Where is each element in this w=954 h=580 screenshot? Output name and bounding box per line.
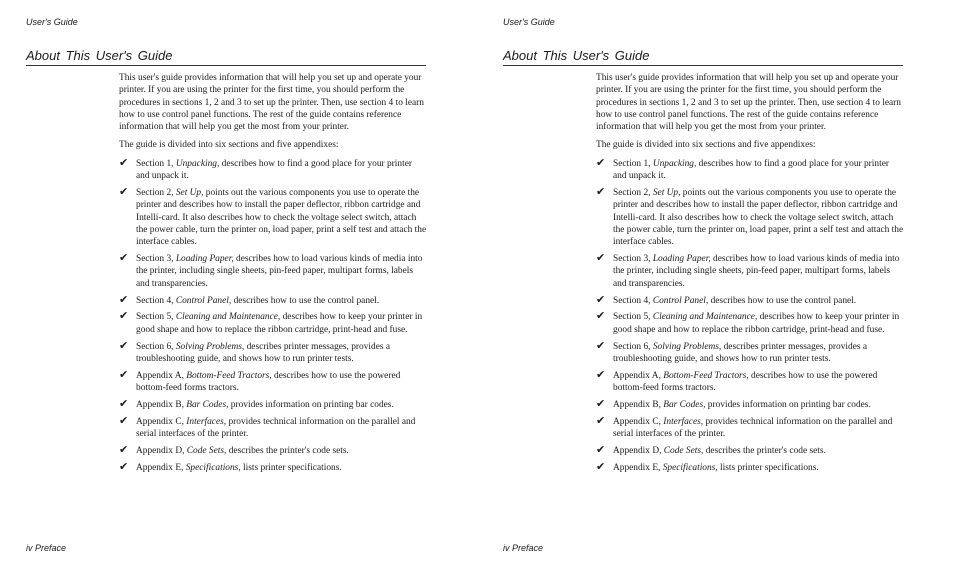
section-title: About This User's Guide bbox=[26, 48, 426, 66]
list-item bbox=[119, 445, 427, 457]
item-prefix: Section 5, bbox=[136, 312, 176, 323]
checkmark-icon: ✔ bbox=[119, 184, 129, 198]
item-name: Interfaces, bbox=[186, 416, 227, 427]
intro-paragraph: This user's guide provides information that will help you set up and operate your printer. If you are using the printer for the first time, you should perform the procedures in sections 1, 2 and 3 to set up the printer. Then, use section 4 to learn how to use control panel functions. The rest of the guide contains reference information that will help you get the most from your printer. bbox=[119, 73, 424, 133]
item-desc: points out the various components you use to operate the printer and describes how to install the paper deflector, ribbon cartridge and Intelli-card. It also describes how to check the voltage select switch, attach the power cable, turn the printer on, load paper, print a self test and attach the interface cables. bbox=[136, 187, 427, 248]
intro-paragraph: This user's guide provides information that will help you set up and operate your printer. If you are using the printer for the first time, you should perform the procedures in sections 1, 2 and 3 to set up the printer. Then, use section 4 to learn how to use control panel functions. The rest of the guide contains reference information that will help you get the most from your printer. bbox=[596, 73, 901, 133]
item-name: Bar Codes, bbox=[663, 399, 706, 410]
item-prefix: Section 5, bbox=[613, 312, 653, 323]
item-desc: provides technical information on the parallel and serial interfaces of the printer. bbox=[136, 416, 416, 440]
item-name: Unpacking, bbox=[175, 158, 220, 169]
list-item bbox=[119, 396, 427, 411]
checkmark-icon: ✔ bbox=[119, 292, 129, 306]
item-desc: describes printer messages, provides a troubleshooting guide, and shows how to run printer tests. bbox=[613, 341, 868, 364]
list-item bbox=[119, 311, 427, 336]
item-prefix: Appendix B, bbox=[613, 399, 664, 410]
checkmark-icon: ✔ bbox=[596, 459, 606, 473]
list-item bbox=[596, 184, 904, 248]
right-page bbox=[477, 0, 954, 580]
item-prefix: Section 6, bbox=[136, 341, 176, 352]
checkmark-icon: ✔ bbox=[596, 155, 606, 169]
divided-paragraph: The guide is divided into six sections and five appendixes: bbox=[119, 140, 339, 151]
item-desc: lists printer specifications. bbox=[717, 462, 819, 473]
item-prefix: Appendix A, bbox=[136, 370, 187, 381]
item-name: Code Sets, bbox=[186, 446, 227, 457]
item-name: Interfaces, bbox=[663, 416, 704, 427]
body-text bbox=[596, 72, 904, 479]
item-prefix: Section 3, bbox=[136, 254, 176, 265]
item-prefix: Section 2, bbox=[613, 187, 653, 198]
list-item bbox=[119, 459, 427, 474]
list-item bbox=[596, 338, 904, 366]
list-item bbox=[596, 413, 904, 441]
item-name: Unpacking, bbox=[652, 158, 697, 169]
checkmark-icon: ✔ bbox=[119, 396, 129, 410]
item-prefix: Section 6, bbox=[613, 341, 653, 352]
checkmark-icon: ✔ bbox=[119, 338, 129, 352]
item-name: Bar Codes, bbox=[186, 399, 229, 410]
checkmark-icon: ✔ bbox=[596, 251, 606, 265]
item-prefix: Appendix C, bbox=[613, 416, 664, 427]
item-desc: describes how to find a good place for your printer and unpack it. bbox=[136, 158, 412, 182]
checkmark-icon: ✔ bbox=[596, 338, 606, 352]
item-prefix: Section 2, bbox=[136, 187, 176, 198]
item-prefix: Section 1, bbox=[136, 158, 176, 169]
list-item bbox=[119, 367, 427, 395]
checkmark-icon: ✔ bbox=[119, 413, 129, 427]
item-name: Cleaning and Maintenance, bbox=[652, 312, 758, 323]
item-name: Specifications, bbox=[185, 462, 241, 473]
item-prefix: Section 4, bbox=[136, 295, 176, 306]
running-head: User's Guide bbox=[503, 17, 555, 27]
checkmark-icon: ✔ bbox=[119, 155, 129, 169]
item-name: Set Up, bbox=[652, 187, 681, 198]
checkmark-icon: ✔ bbox=[119, 251, 129, 265]
list-item bbox=[596, 367, 904, 395]
item-prefix: Section 4, bbox=[613, 295, 653, 306]
item-name: Set Up, bbox=[175, 187, 204, 198]
checkmark-icon: ✔ bbox=[119, 443, 129, 457]
checkmark-icon: ✔ bbox=[596, 396, 606, 410]
item-name: Loading Paper, bbox=[175, 254, 234, 265]
item-desc: describes how to use the control panel. bbox=[231, 295, 380, 306]
list-item bbox=[119, 155, 427, 183]
item-name: Control Panel, bbox=[175, 295, 232, 306]
checkmark-icon: ✔ bbox=[596, 184, 606, 198]
item-name: Solving Problems, bbox=[652, 341, 722, 352]
item-desc: describes the printer's code sets. bbox=[703, 446, 826, 457]
item-name: Bottom-Feed Tractors, bbox=[663, 370, 749, 381]
item-desc: describes how to use the powered bottom-feed forms tractors. bbox=[613, 370, 878, 394]
list-item bbox=[119, 413, 427, 441]
list-item bbox=[596, 396, 904, 411]
list-item bbox=[596, 253, 904, 290]
item-prefix: Appendix E, bbox=[613, 462, 663, 473]
list-item bbox=[596, 311, 904, 336]
list-item bbox=[119, 292, 427, 307]
item-desc: describes how to use the powered bottom-feed forms tractors. bbox=[136, 370, 401, 394]
page-footer: iv Preface bbox=[503, 543, 544, 553]
item-desc: describes how to keep your printer in good shape and how to replace the ribbon cartridge, print-head and fuse. bbox=[613, 312, 900, 335]
checkmark-icon: ✔ bbox=[596, 367, 606, 381]
page-footer: iv Preface bbox=[26, 543, 67, 553]
list-item bbox=[596, 155, 904, 183]
item-prefix: Section 3, bbox=[613, 254, 653, 265]
item-name: Solving Problems, bbox=[175, 341, 245, 352]
item-desc: provides technical information on the parallel and serial interfaces of the printer. bbox=[613, 416, 893, 440]
item-desc: points out the various components you use to operate the printer and describes how to install the paper deflector, ribbon cartridge and Intelli-card. It also describes how to check the voltage select switch, attach the power cable, turn the printer on, load paper, print a self test and attach the interface cables. bbox=[613, 187, 904, 248]
checkmark-icon: ✔ bbox=[119, 459, 129, 473]
item-name: Code Sets, bbox=[663, 446, 704, 457]
body-text bbox=[119, 72, 427, 479]
checkmark-icon: ✔ bbox=[596, 292, 606, 306]
item-desc: describes how to keep your printer in good shape and how to replace the ribbon cartridge, print-head and fuse. bbox=[136, 312, 423, 335]
divided-paragraph: The guide is divided into six sections and five appendixes: bbox=[596, 140, 816, 151]
checkmark-icon: ✔ bbox=[596, 413, 606, 427]
item-name: Control Panel, bbox=[652, 295, 709, 306]
list-item bbox=[119, 253, 427, 290]
item-prefix: Appendix B, bbox=[136, 399, 187, 410]
item-name: Bottom-Feed Tractors, bbox=[186, 370, 272, 381]
item-prefix: Appendix A, bbox=[613, 370, 664, 381]
item-prefix: Appendix D, bbox=[136, 446, 187, 457]
item-desc: provides information on printing bar codes. bbox=[705, 399, 871, 410]
list-item bbox=[119, 184, 427, 248]
item-name: Specifications, bbox=[662, 462, 718, 473]
item-prefix: Appendix E, bbox=[136, 462, 186, 473]
item-desc: describes how to load various kinds of media into the printer, including single sheets, pin-feed paper, multipart forms, labels and transparencies. bbox=[136, 254, 423, 289]
checkmark-icon: ✔ bbox=[119, 309, 129, 323]
item-desc: provides information on printing bar codes. bbox=[228, 399, 394, 410]
contents-list bbox=[596, 155, 904, 474]
list-item bbox=[596, 459, 904, 474]
item-desc: lists printer specifications. bbox=[240, 462, 342, 473]
item-desc: describes how to use the control panel. bbox=[708, 295, 857, 306]
running-head: User's Guide bbox=[26, 17, 78, 27]
list-item bbox=[119, 338, 427, 366]
list-item bbox=[596, 292, 904, 307]
item-prefix: Section 1, bbox=[613, 158, 653, 169]
item-prefix: Appendix C, bbox=[136, 416, 187, 427]
list-item bbox=[596, 445, 904, 457]
item-name: Loading Paper, bbox=[652, 254, 711, 265]
section-title: About This User's Guide bbox=[503, 48, 903, 66]
item-name: Cleaning and Maintenance, bbox=[175, 312, 281, 323]
checkmark-icon: ✔ bbox=[596, 309, 606, 323]
item-desc: describes printer messages, provides a troubleshooting guide, and shows how to run printer tests. bbox=[136, 341, 391, 364]
checkmark-icon: ✔ bbox=[596, 443, 606, 457]
contents-list bbox=[119, 155, 427, 474]
item-desc: describes how to load various kinds of media into the printer, including single sheets, pin-feed paper, multipart forms, labels and transparencies. bbox=[613, 254, 900, 289]
item-prefix: Appendix D, bbox=[613, 446, 664, 457]
checkmark-icon: ✔ bbox=[119, 367, 129, 381]
item-desc: describes how to find a good place for your printer and unpack it. bbox=[613, 158, 889, 182]
item-desc: describes the printer's code sets. bbox=[226, 446, 349, 457]
